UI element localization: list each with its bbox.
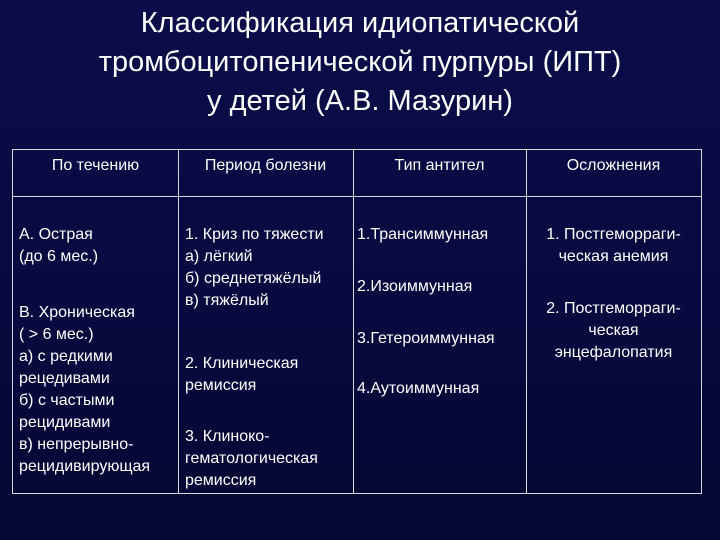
complication-encephalopathy — [526, 298, 701, 364]
complication-encephalopathy-line: 2. Постгеморраги- — [546, 300, 681, 317]
course-chronic-line: б) с частыми — [19, 392, 115, 409]
complication-anemia — [526, 224, 701, 268]
antibody-autoimmune: 4.Аутоиммунная — [357, 380, 480, 397]
title-line: Классификация идиопатической — [140, 7, 580, 39]
period-crisis — [185, 224, 324, 312]
complication-encephalopathy-line: энцефалопатия — [554, 344, 673, 361]
period-clinhemat-line: гематологическая — [185, 450, 318, 467]
course-acute-line: А. Острая — [19, 226, 93, 243]
column-divider — [353, 150, 354, 493]
header-course: По течению — [51, 157, 140, 174]
course-chronic-line: рецидивирующая — [19, 458, 151, 475]
header-divider — [13, 196, 701, 197]
period-crisis-line: а) лёгкий — [185, 248, 253, 265]
course-chronic-line: рецедивами — [19, 370, 110, 387]
period-clinhemat-remission — [185, 426, 318, 492]
complication-anemia-line: 1. Постгеморраги- — [546, 226, 681, 243]
title-line: тромбоцитопенической пурпуры (ИПТ) — [98, 46, 622, 78]
period-clinhemat-line: ремиссия — [185, 472, 257, 489]
antibody-isoimmune: 2.Изоиммунная — [357, 278, 473, 295]
period-crisis-line: 1. Криз по тяжести — [185, 226, 324, 243]
course-chronic — [19, 302, 150, 478]
course-acute — [19, 224, 98, 268]
column-divider — [178, 150, 179, 493]
course-acute-line: (до 6 мес.) — [19, 248, 99, 265]
antibody-transimmune: 1.Трансиммунная — [357, 226, 489, 243]
classification-table — [12, 149, 702, 494]
period-remission-line: ремиссия — [185, 377, 257, 394]
course-chronic-line: ( > 6 мес.) — [19, 326, 94, 343]
header-antibody-type: Тип антител — [394, 157, 485, 174]
course-chronic-line: рецидивами — [19, 414, 111, 431]
antibody-heteroimmune: 3.Гетероиммунная — [357, 330, 495, 347]
period-crisis-line: в) тяжёлый — [185, 292, 269, 309]
period-crisis-line: б) среднетяжёлый — [185, 270, 322, 287]
header-period: Период болезни — [204, 157, 327, 174]
course-chronic-line: а) с редкими — [19, 348, 113, 365]
header-complications: Осложнения — [566, 157, 661, 174]
course-chronic-line: в) непрерывно- — [19, 436, 134, 453]
period-remission-line: 2. Клиническая — [185, 355, 299, 372]
course-chronic-line: В. Хроническая — [19, 304, 135, 321]
period-clinical-remission — [185, 353, 298, 397]
slide-title — [0, 4, 720, 121]
period-clinhemat-line: 3. Клиноко- — [185, 428, 270, 445]
complication-encephalopathy-line: ческая — [588, 322, 639, 339]
complication-anemia-line: ческая анемия — [558, 248, 669, 265]
title-line: у детей (А.В. Мазурин) — [207, 85, 513, 117]
